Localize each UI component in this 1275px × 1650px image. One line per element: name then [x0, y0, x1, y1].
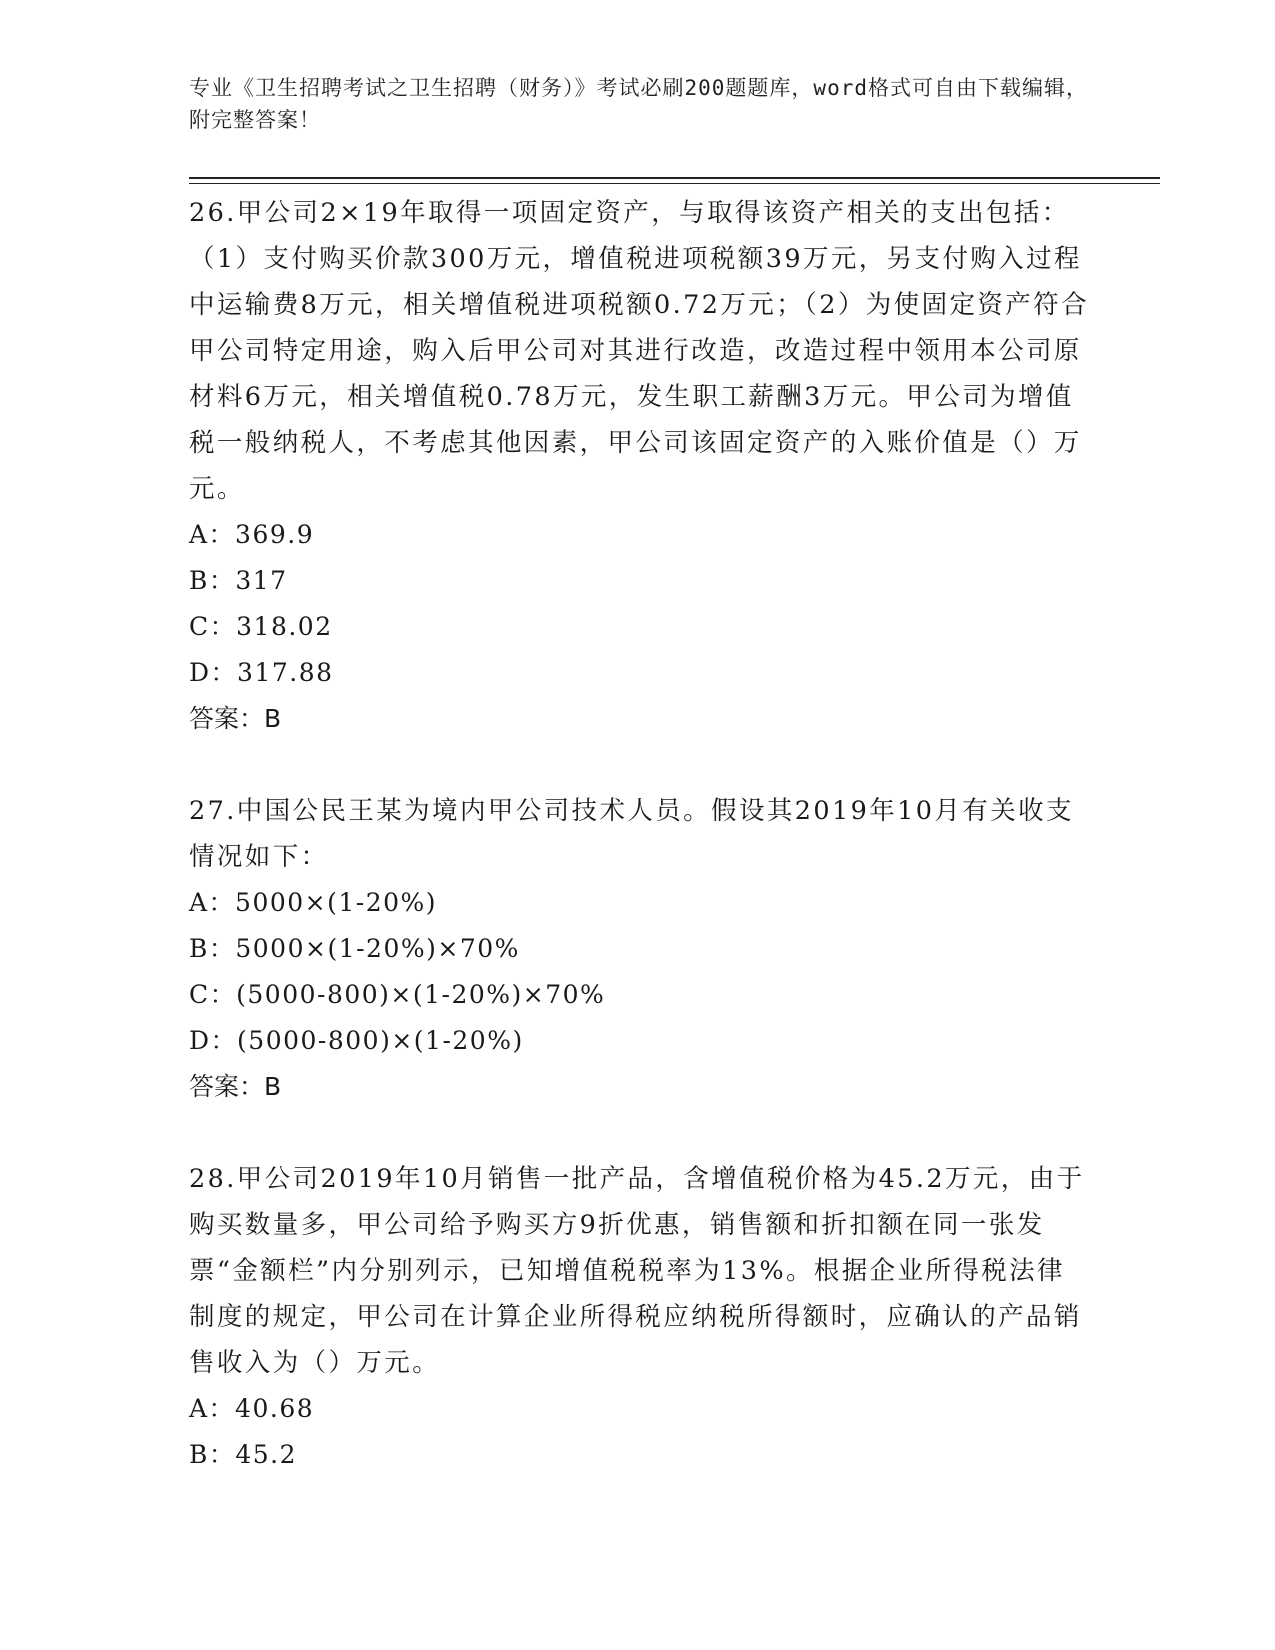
- option-b: B：317: [189, 566, 288, 595]
- option-c: C：(5000-800)×(1-20%)×70%: [189, 980, 606, 1009]
- option-a: A：369.9: [189, 520, 315, 549]
- option-d: D：(5000-800)×(1-20%): [189, 1026, 524, 1055]
- header-divider-thick: [189, 177, 1160, 179]
- question-28: [189, 1156, 1089, 1478]
- question-27: [189, 788, 1089, 1110]
- option-a: A：5000×(1-20%): [189, 888, 438, 917]
- question-text: 27.中国公民王某为境内甲公司技术人员。假设其2019年10月有关收支情况如下：: [189, 796, 1074, 872]
- question-26: [189, 190, 1089, 742]
- option-b: B：5000×(1-20%)×70%: [189, 934, 520, 963]
- header-divider-thin: [189, 183, 1160, 184]
- option-a: A：40.68: [189, 1394, 315, 1423]
- answer-line: 答案：B: [189, 704, 282, 733]
- answer-line: 答案：B: [189, 1072, 282, 1101]
- question-text: 28.甲公司2019年10月销售一批产品，含增值税价格为45.2万元，由于购买数量多，甲公司给予购买方9折优惠，销售额和折扣额在同一张发票“金额栏”内分别列示，已知增值税税率为13%。根据企业所得税法律制度的规定，甲公司在计算企业所得税应纳税所得额时，应确认的产品销售收入为（）万元。: [189, 1164, 1085, 1378]
- question-spacer: [189, 1110, 1089, 1156]
- question-spacer: [189, 742, 1089, 788]
- option-c: C：318.02: [189, 612, 333, 641]
- option-b: B：45.2: [189, 1440, 298, 1469]
- question-list: [189, 190, 1089, 1478]
- document-header: 专业《卫生招聘考试之卫生招聘（财务）》考试必刷200题题库，word格式可自由下载编辑，附完整答案！: [189, 76, 1088, 132]
- question-text: 26.甲公司2×19年取得一项固定资产，与取得该资产相关的支出包括：（1）支付购买价款300万元，增值税进项税额39万元，另支付购入过程中运输费8万元，相关增值税进项税额0.72万元；（2）为使固定资产符合甲公司特定用途，购入后甲公司对其进行改造，改造过程中领用本公司原材料6万元，相关增值税0.78万元，发生职工薪酬3万元。甲公司为增值税一般纳税人，不考虑其他因素，甲公司该固定资产的入账价值是（）万元。: [189, 198, 1089, 504]
- option-d: D：317.88: [189, 658, 334, 687]
